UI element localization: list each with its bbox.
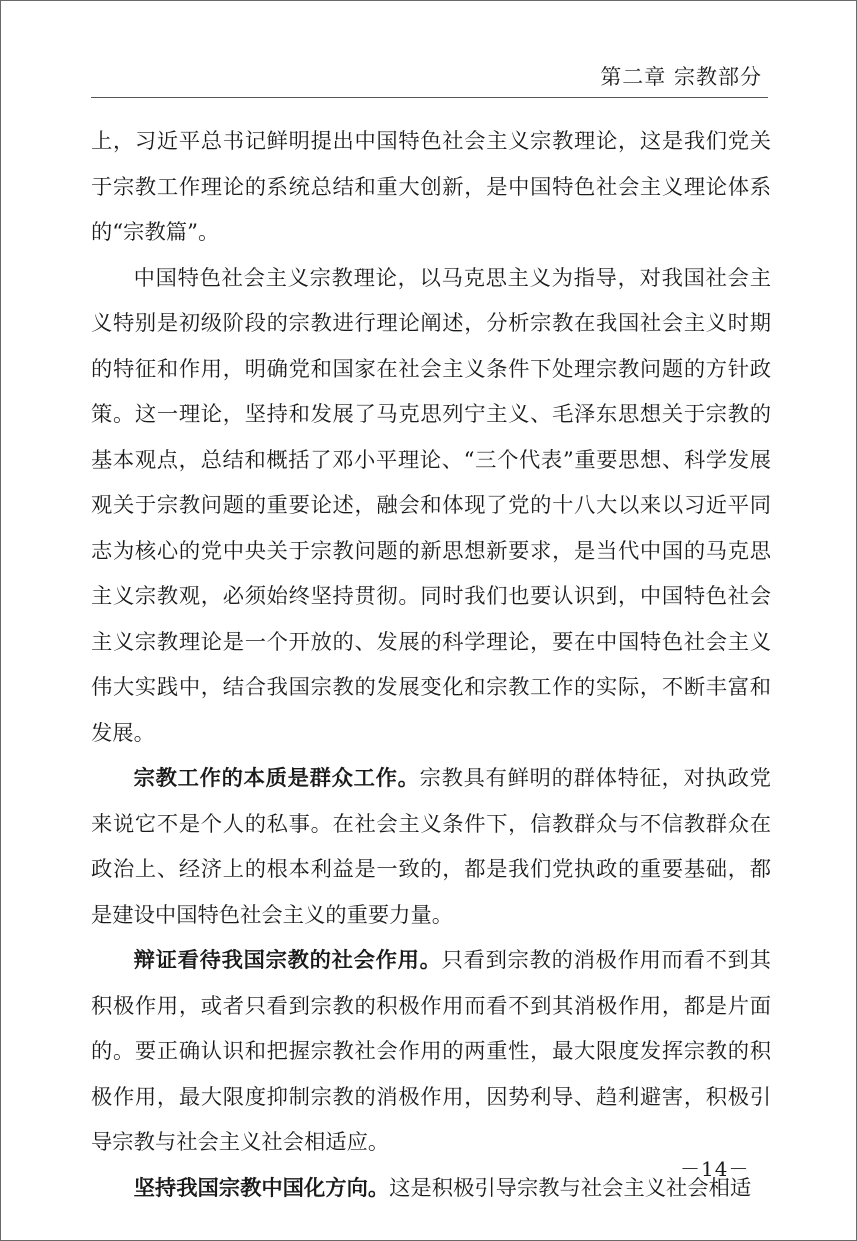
paragraph-text: 只看到宗教的消极作用而看不到其积极作用，或者只看到宗教的积极作用而看不到其消极作用，都是片面的。要正确认识和把握宗教社会作用的两重性，最大限度发挥宗教的积极作用，最大限度抑制宗教的消极作用，因势利导、趋利避害，积极引导宗教与社会主义社会相适应。 [91, 948, 771, 1155]
body-text [91, 119, 771, 1211]
paragraph-lead: 辩证看待我国宗教的社会作用。 [133, 948, 442, 973]
running-header [91, 57, 768, 98]
paragraph-text: 这是积极引导宗教与社会主义社会相适 [389, 1175, 752, 1201]
paragraph-text: 中国特色社会主义宗教理论，以马克思主义为指导，对我国社会主义特别是初级阶段的宗教进行理论阐述，分析宗教在我国社会主义时期的特征和作用，明确党和国家在社会主义条件下处理宗教问题的方针政策。这一理论，坚持和发展了马克思列宁主义、毛泽东思想关于宗教的基本观点，总结和概括了邓小平理论、“三个代表”重要思想、科学发展观关于宗教问题的重要论述，融会和体现了党的十八大以来以习近平同志为核心的党中央关于宗教问题的新思想新要求，是当代中国的马克思主义宗教观，必须始终坚持贯彻。同时我们也要认识到，中国特色社会主义宗教理论是一个开放的、发展的科学理论，要在中国特色社会主义伟大实践中，结合我国宗教的发展变化和宗教工作的实际，不断丰富和发展。 [91, 265, 771, 746]
paragraph-text: 上，习近平总书记鲜明提出中国特色社会主义宗教理论，这是我们党关于宗教工作理论的系统总结和重大创新，是中国特色社会主义理论体系的“宗教篇”。 [91, 129, 771, 245]
paragraph-5 [91, 1166, 771, 1212]
page-number: －14－ [680, 1157, 750, 1181]
paragraph-2 [91, 256, 771, 757]
paragraph-text: 宗教具有鲜明的群体特征，对执政党来说它不是个人的私事。在社会主义条件下，信教群众与不信教群众在政治上、经济上的根本利益是一致的，都是我们党执政的重要基础，都是建设中国特色社会主义的重要力量。 [91, 766, 771, 928]
paragraph-lead: 宗教工作的本质是群众工作。 [133, 766, 420, 791]
paragraph-3 [91, 756, 771, 938]
paragraph-4 [91, 938, 771, 1166]
chapter-title: 第二章 宗教部分 [600, 65, 762, 89]
paragraph-1 [91, 119, 771, 256]
paragraph-lead: 坚持我国宗教中国化方向。 [133, 1175, 390, 1201]
